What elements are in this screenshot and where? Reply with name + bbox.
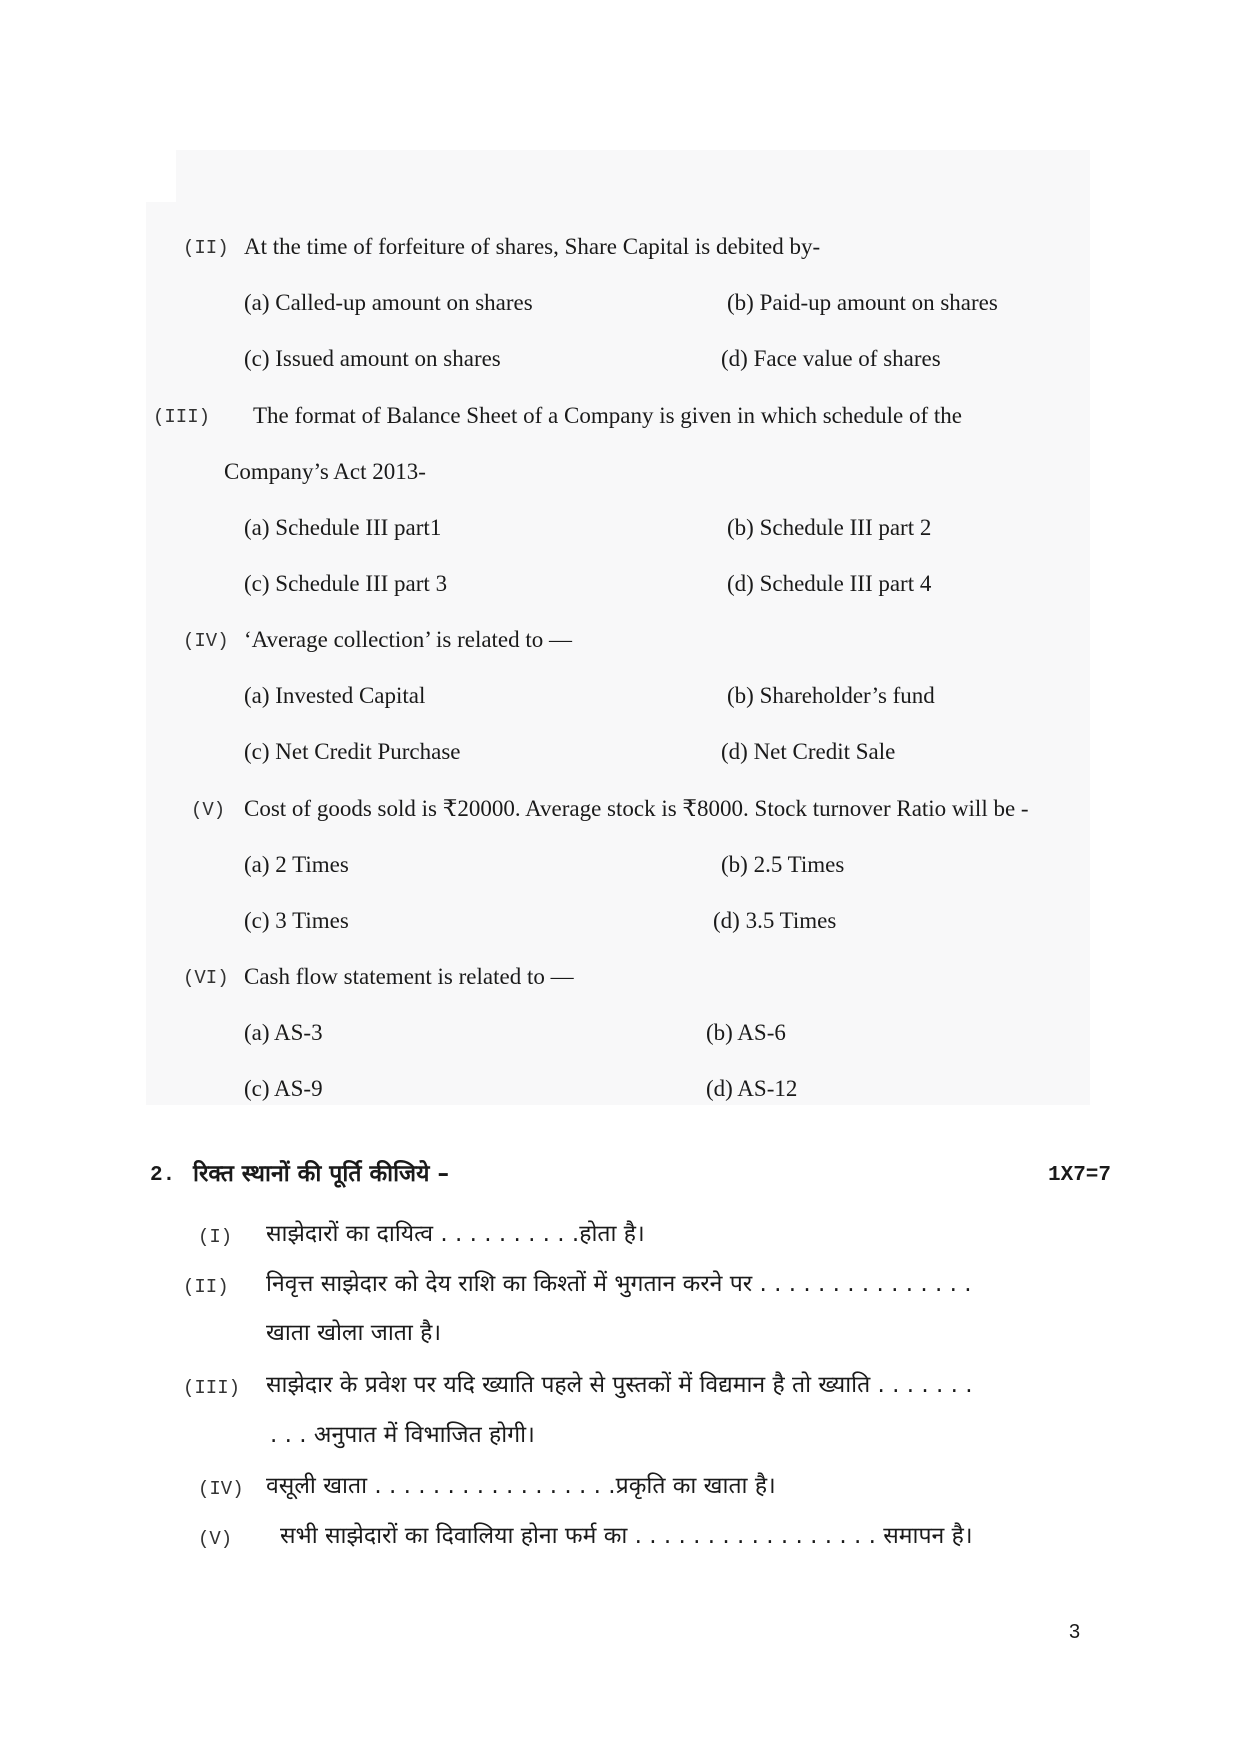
option-b: (b) Shareholder’s fund — [727, 683, 935, 708]
page-number: 3 — [1069, 1621, 1081, 1643]
option-c: (c) Schedule III part 3 — [244, 571, 448, 596]
blank-item-text: सभी साझेदारों का दिवालिया होना फर्म का . . . . . . . . . . . . . . . . . समापन है। — [280, 1523, 973, 1549]
blank-item-text: साझेदार के प्रवेश पर यदि ख्याति पहले से पुस्तकों में विद्यमान है तो ख्याति . . . . . . . — [266, 1372, 973, 1398]
option-b: (b) Schedule III part 2 — [727, 515, 932, 540]
option-a: (a) Called-up amount on shares — [244, 290, 533, 315]
option-a: (a) 2 Times — [244, 852, 349, 877]
option-a: (a) Invested Capital — [244, 683, 426, 708]
option-d: (d) 3.5 Times — [713, 908, 837, 933]
option-c: (c) Net Credit Purchase — [244, 739, 461, 764]
blank-item-text: निवृत्त साझेदार को देय राशि का किश्तों में भुगतान करने पर . . . . . . . . . . . . . . . — [266, 1271, 972, 1297]
blank-item-number: (III) — [183, 1377, 241, 1399]
question-text: Cash flow statement is related to — — [244, 964, 574, 989]
question-number: (II) — [183, 237, 229, 259]
blank-item-number: (I) — [198, 1226, 233, 1248]
blank-item-text-continued: खाता खोला जाता है। — [266, 1320, 442, 1346]
question-number: (VI) — [183, 967, 229, 989]
question-number: (III) — [153, 406, 211, 428]
question-text: ‘Average collection’ is related to — — [244, 627, 573, 652]
blank-item-text: वसूली खाता . . . . . . . . . . . . . . . . .प्रकृति का खाता है। — [266, 1473, 776, 1499]
option-d: (d) Schedule III part 4 — [727, 571, 932, 596]
blank-item-number: (II) — [183, 1276, 229, 1298]
option-b: (b) 2.5 Times — [721, 852, 845, 877]
blank-item-number: (IV) — [198, 1478, 244, 1500]
section-number: 2. — [150, 1164, 176, 1187]
option-a: (a) Schedule III part1 — [244, 515, 442, 540]
question-number: (V) — [191, 799, 226, 821]
blank-item-text-continued: . . . अनुपात में विभाजित होगी। — [270, 1422, 535, 1448]
option-a: (a) AS-3 — [244, 1020, 323, 1045]
section-title: रिक्त स्थानों की पूर्ति कीजिये – — [193, 1161, 449, 1187]
blank-item-number: (V) — [198, 1528, 233, 1550]
option-b: (b) AS-6 — [706, 1020, 786, 1045]
option-b: (b) Paid-up amount on shares — [727, 290, 998, 315]
option-c: (c) AS-9 — [244, 1076, 323, 1101]
question-text: At the time of forfeiture of shares, Share Capital is debited by- — [244, 234, 821, 259]
blank-item-text: साझेदारों का दायित्व . . . . . . . . . .होता है। — [266, 1221, 645, 1247]
option-d: (d) AS-12 — [706, 1076, 798, 1101]
panel-notch — [146, 150, 176, 202]
question-text: Cost of goods sold is ₹20000. Average stock is ₹8000. Stock turnover Ratio will be - — [244, 796, 1029, 821]
question-text-continued: Company’s Act 2013- — [224, 459, 426, 484]
option-d: (d) Net Credit Sale — [721, 739, 896, 764]
option-c: (c) Issued amount on shares — [244, 346, 501, 371]
question-number: (IV) — [183, 630, 229, 652]
question-text: The format of Balance Sheet of a Company is given in which schedule of the — [253, 403, 962, 428]
option-c: (c) 3 Times — [244, 908, 349, 933]
section-marks: 1X7=7 — [1048, 1164, 1112, 1187]
option-d: (d) Face value of shares — [721, 346, 941, 371]
